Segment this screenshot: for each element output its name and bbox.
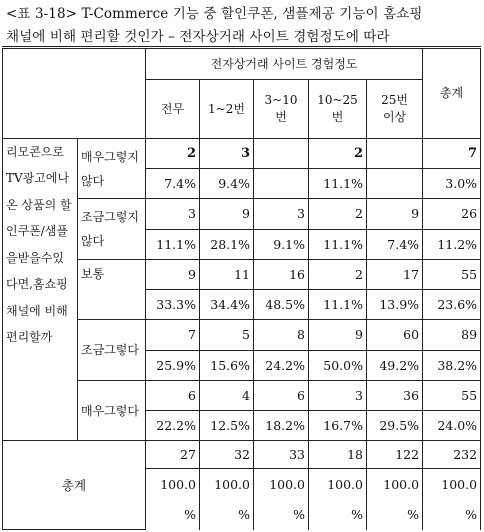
col-header: 전무 (146, 80, 200, 138)
pct-cell: 13.9% (367, 290, 423, 320)
total-pct-value: 100.0 (146, 469, 200, 499)
count-cell: 36 (367, 380, 423, 410)
total-pct-value: 100.0 (423, 469, 481, 499)
pct-cell: 24.0% (423, 411, 481, 441)
pct-cell: 34.4% (200, 290, 254, 320)
total-count-cell: 33 (254, 441, 309, 469)
pct-cell: 18.2% (254, 411, 309, 441)
col-header: 25번 이상 (367, 80, 423, 138)
response-label: 조금그렇다 (78, 320, 146, 381)
total-pct-value: 100.0 (254, 469, 309, 499)
total-pct-symbol: % (309, 499, 367, 529)
pct-cell: 25.9% (146, 350, 200, 380)
corner-cell (3, 48, 146, 139)
count-cell: 60 (367, 320, 423, 350)
count-cell: 7 (146, 320, 200, 350)
total-pct-value: 100.0 (367, 469, 423, 499)
total-count-cell: 232 (423, 441, 481, 469)
pct-cell: 11.1% (309, 229, 367, 259)
count-cell: 3 (200, 138, 254, 168)
pct-cell: 49.2% (367, 350, 423, 380)
total-pct-value: 100.0 (200, 469, 254, 499)
total-pct-value: 100.0 (309, 469, 367, 499)
total-pct-symbol: % (423, 499, 481, 529)
pct-cell: 11.1% (146, 229, 200, 259)
response-label: 매우그렇지않다 (78, 138, 146, 199)
total-pct-symbol: % (367, 499, 423, 529)
count-cell: 9 (367, 199, 423, 229)
pct-cell: 7.4% (367, 229, 423, 259)
response-label: 매우그렇다 (78, 380, 146, 441)
total-count-cell: 32 (200, 441, 254, 469)
total-pct-symbol: % (254, 499, 309, 529)
count-cell: 89 (423, 320, 481, 350)
table-caption: <표 3-18> T-Commerce 기능 중 할인쿠폰, 샘플제공 기능이 홈쇼핑 (6, 6, 423, 22)
count-cell: 2 (309, 199, 367, 229)
pct-cell: 29.5% (367, 411, 423, 441)
col-header: 10~25 번 (309, 80, 367, 138)
pct-cell: 24.2% (254, 350, 309, 380)
pct-cell (367, 169, 423, 199)
count-cell: 16 (254, 259, 309, 289)
pct-cell: 11.1% (309, 290, 367, 320)
count-cell (367, 138, 423, 168)
count-cell: 11 (200, 259, 254, 289)
count-cell: 3 (254, 199, 309, 229)
col-header: 3~10 번 (254, 80, 309, 138)
total-count-cell: 18 (309, 441, 367, 469)
pct-cell: 7.4% (146, 169, 200, 199)
row-category-label: 리모콘으로TV광고에나온 상품의 할인쿠폰/샘플을받을수있다면,홈쇼핑채널에 비해편리할까 (3, 138, 78, 441)
response-label: 조금그렇지않다 (78, 199, 146, 260)
count-cell: 2 (146, 138, 200, 168)
total-header: 총계 (423, 48, 481, 139)
pct-cell (254, 169, 309, 199)
pct-cell: 15.6% (200, 350, 254, 380)
count-cell (254, 138, 309, 168)
total-pct-symbol: % (146, 499, 200, 529)
pct-cell: 38.2% (423, 350, 481, 380)
total-row-label: 총계 (3, 441, 146, 530)
pct-cell: 28.1% (200, 229, 254, 259)
count-cell: 4 (200, 380, 254, 410)
count-cell: 55 (423, 259, 481, 289)
pct-cell: 3.0% (423, 169, 481, 199)
total-count-cell: 27 (146, 441, 200, 469)
count-cell: 2 (309, 259, 367, 289)
total-pct-symbol: % (200, 499, 254, 529)
pct-cell: 50.0% (309, 350, 367, 380)
pct-cell: 22.2% (146, 411, 200, 441)
count-cell: 8 (254, 320, 309, 350)
table-caption-line2: 채널에 비해 편리할 것인가 – 전자상거래 사이트 경험정도에 따라 (6, 29, 390, 45)
pct-cell: 11.1% (309, 169, 367, 199)
count-cell: 6 (146, 380, 200, 410)
count-cell: 26 (423, 199, 481, 229)
group-header: 전자상거래 사이트 경험정도 (146, 48, 423, 80)
pct-cell: 9.1% (254, 229, 309, 259)
pct-cell: 23.6% (423, 290, 481, 320)
pct-cell: 12.5% (200, 411, 254, 441)
count-cell: 17 (367, 259, 423, 289)
count-cell: 3 (146, 199, 200, 229)
count-cell: 6 (254, 380, 309, 410)
count-cell: 5 (200, 320, 254, 350)
count-cell: 2 (309, 138, 367, 168)
pct-cell: 11.2% (423, 229, 481, 259)
total-count-cell: 122 (367, 441, 423, 469)
pct-cell: 48.5% (254, 290, 309, 320)
count-cell: 9 (309, 320, 367, 350)
count-cell: 7 (423, 138, 481, 168)
col-header: 1~2번 (200, 80, 254, 138)
count-cell: 3 (309, 380, 367, 410)
count-cell: 9 (146, 259, 200, 289)
pct-cell: 16.7% (309, 411, 367, 441)
count-cell: 9 (200, 199, 254, 229)
survey-table (2, 46, 481, 530)
count-cell: 55 (423, 380, 481, 410)
pct-cell: 9.4% (200, 169, 254, 199)
response-label: 보통 (78, 259, 146, 320)
pct-cell: 33.3% (146, 290, 200, 320)
